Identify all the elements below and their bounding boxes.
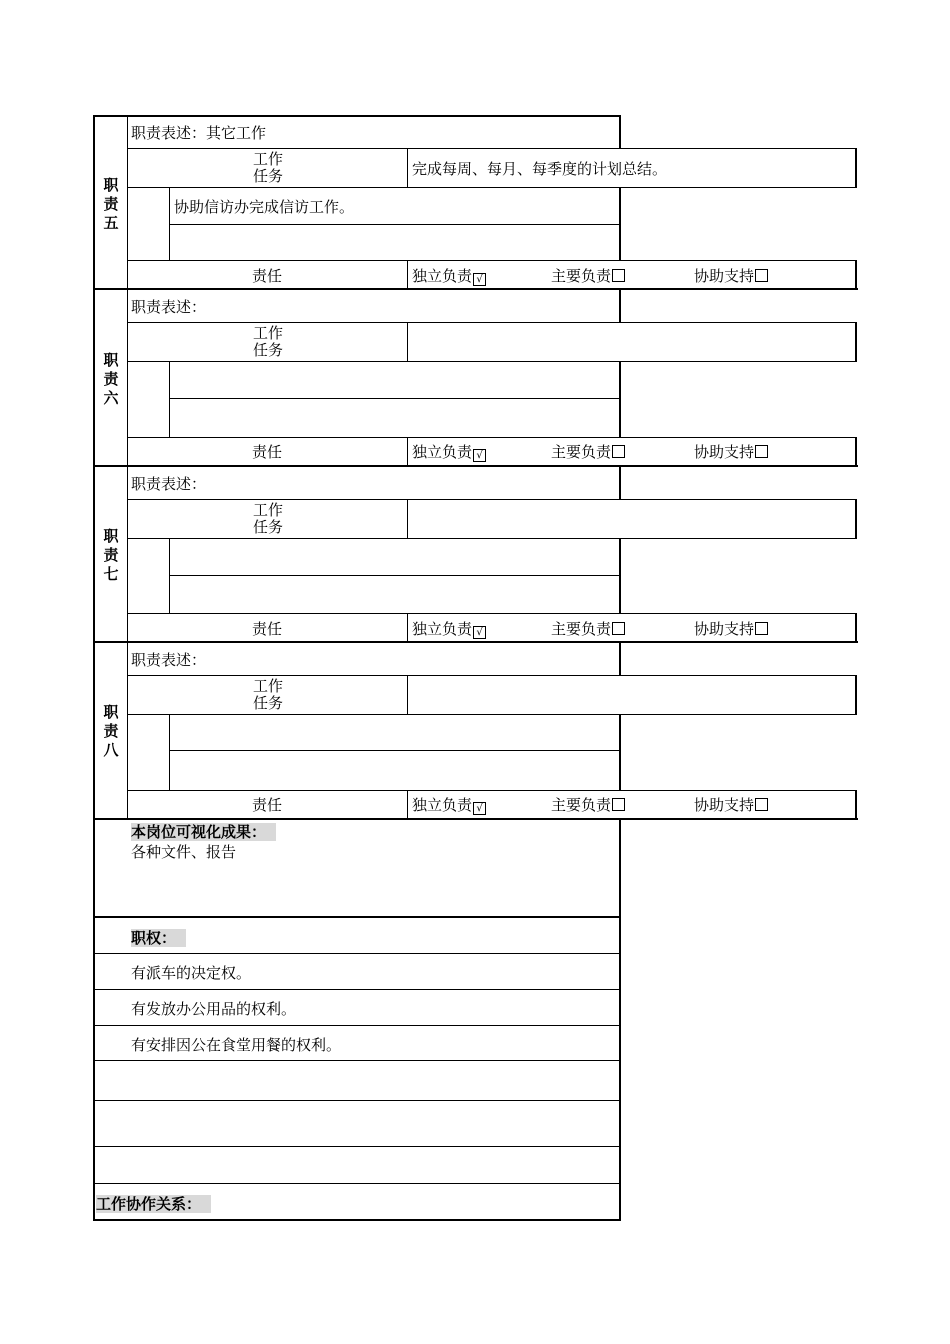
duty-description: 职责表述： [131, 651, 207, 669]
task-label: 工作 任务 [252, 150, 283, 185]
results-text: 各种文件、报告 [131, 843, 237, 861]
task-label: 工作 任务 [252, 324, 283, 359]
task-label: 工作 任务 [252, 677, 283, 712]
checkbox-unchecked[interactable] [612, 269, 625, 282]
checkbox-unchecked[interactable] [755, 445, 768, 458]
option-support[interactable]: 协助支持 [694, 796, 768, 814]
checkbox-checked[interactable]: √ [473, 449, 486, 462]
duty-label: 职 责 六 [103, 351, 119, 407]
option-independent[interactable]: 独立负责 √ [412, 620, 486, 639]
authority-title: 职权： [131, 929, 186, 947]
duty-description: 职责表述： [131, 475, 207, 493]
duty-label: 职 责 五 [103, 176, 119, 232]
checkbox-checked[interactable]: √ [473, 802, 486, 815]
checkbox-unchecked[interactable] [755, 269, 768, 282]
option-independent[interactable]: 独立负责 √ [412, 796, 486, 815]
checkbox-checked[interactable]: √ [473, 273, 486, 286]
duty-label: 职 责 七 [103, 527, 119, 583]
responsibility-label: 责任 [252, 620, 283, 638]
responsibility-label: 责任 [252, 796, 283, 814]
cooperation-title: 工作协作关系： [96, 1195, 211, 1213]
option-primary[interactable]: 主要负责 [551, 796, 625, 814]
task-item: 协助信访办完成信访工作。 [174, 198, 355, 216]
duty-label: 职 责 八 [103, 703, 119, 759]
option-support[interactable]: 协助支持 [694, 267, 768, 285]
task-text: 完成每周、每月、每季度的计划总结。 [412, 160, 668, 178]
option-primary[interactable]: 主要负责 [551, 620, 625, 638]
checkbox-unchecked[interactable] [612, 798, 625, 811]
checkbox-unchecked[interactable] [755, 622, 768, 635]
checkbox-unchecked[interactable] [612, 445, 625, 458]
duty-description: 职责表述： [131, 298, 207, 316]
authority-item: 有派车的决定权。 [131, 964, 252, 982]
option-independent[interactable]: 独立负责 √ [412, 267, 486, 286]
results-title: 本岗位可视化成果： [131, 823, 276, 841]
responsibility-label: 责任 [252, 267, 283, 285]
option-support[interactable]: 协助支持 [694, 620, 768, 638]
duty-description: 职责表述：其它工作 [131, 124, 267, 142]
checkbox-unchecked[interactable] [755, 798, 768, 811]
option-independent[interactable]: 独立负责 √ [412, 443, 486, 462]
option-primary[interactable]: 主要负责 [551, 443, 625, 461]
checkbox-checked[interactable]: √ [473, 626, 486, 639]
option-support[interactable]: 协助支持 [694, 443, 768, 461]
task-label: 工作 任务 [252, 501, 283, 536]
option-primary[interactable]: 主要负责 [551, 267, 625, 285]
responsibility-label: 责任 [252, 443, 283, 461]
checkbox-unchecked[interactable] [612, 622, 625, 635]
authority-item: 有发放办公用品的权利。 [131, 1000, 297, 1018]
authority-item: 有安排因公在食堂用餐的权利。 [131, 1036, 342, 1054]
